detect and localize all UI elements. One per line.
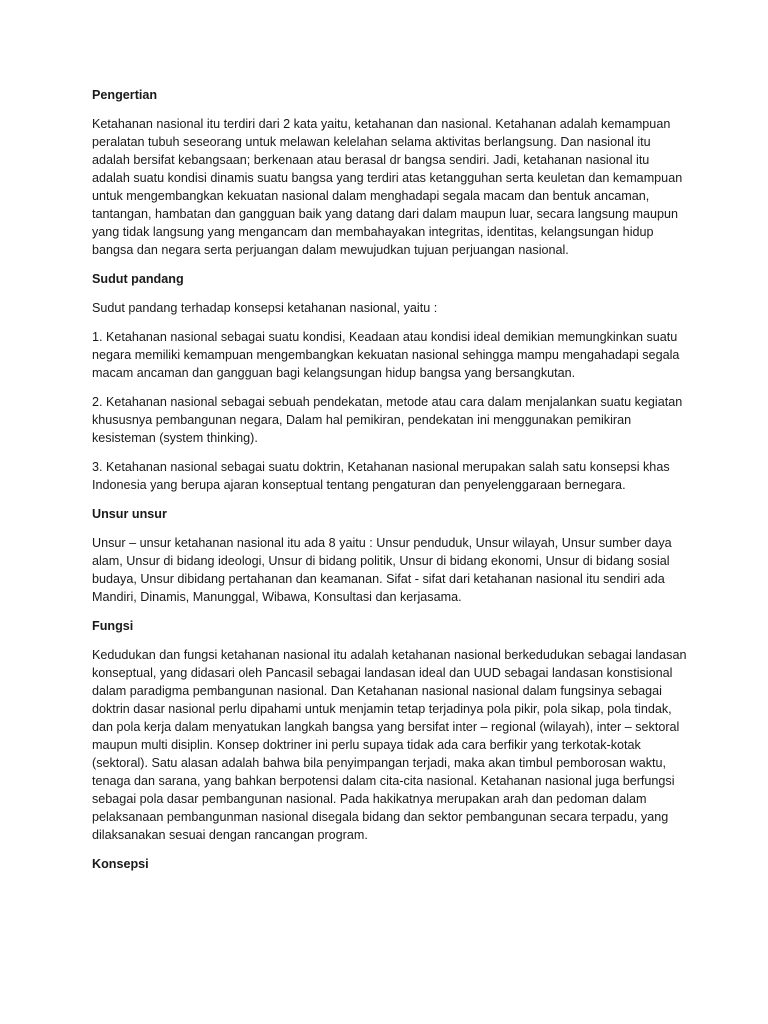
paragraph-sudut-pandang-2: 2. Ketahanan nasional sebagai sebuah pendekatan, metode atau cara dalam menjalankan suatu kegiatan khususnya pembangunan negara, Dalam hal pemikiran, pendekatan ini menggunakan pemikiran kesisteman (system thinking). (92, 395, 683, 445)
paragraph-sudut-pandang-1: 1. Ketahanan nasional sebagai suatu kondisi, Keadaan atau kondisi ideal demikian memungkinkan suatu negara memiliki kemampuan mengembangkan kekuatan nasional sehingga mampu mengahadapi segala macam ancaman dan gangguan bagi kelangsungan hidup bangsa yang bersangkutan. (92, 330, 680, 380)
section-heading-pengertian: Pengertian (92, 88, 158, 102)
paragraph-sudut-pandang-3: 3. Ketahanan nasional sebagai suatu doktrin, Ketahanan nasional merupakan salah satu konsepsi khas Indonesia yang berupa ajaran konseptual tentang pengaturan dan penyelenggaraan bernegara. (92, 460, 670, 492)
section-heading-sudut-pandang: Sudut pandang (92, 272, 184, 286)
section-heading-fungsi: Fungsi (92, 619, 134, 633)
section-heading-unsur: Unsur unsur (92, 507, 167, 521)
paragraph-fungsi: Kedudukan dan fungsi ketahanan nasional itu adalah ketahanan nasional berkedudukan sebagai landasan konseptual, yang didasari oleh Pancasil sebagai landasan ideal dan UUD sebagai landasan konstisional dalam paradigma pembangunan nasional. Dan Ketahanan nasional nasional dalam fungsinya sebagai doktrin dasar nasional perlu dipahami untuk menjamin tetap terjadinya pola pikir, pola sikap, pola tindak, dan pola kerja dalam menyatukan langkah bangsa yang bersifat inter – regional (wilayah), inter – sektoral maupun multi disiplin. Konsep doktriner ini perlu supaya tidak ada cara berfikir yang terkotak-kotak (sektoral). Satu alasan adalah bahwa bila penyimpangan terjadi, maka akan timbul pemborosan waktu, tenaga dan sarana, yang bahkan berpotensi dalam cita-cita nasional. Ketahanan nasional juga berfungsi sebagai pola dasar pembangunan nasional. Pada hakikatnya merupakan arah dan pedoman dalam pelaksanaan pembangunman nasional disegala bidang dan sektor pembangunan secara terpadu, yang dilaksanakan sesuai dengan rancangan program. (92, 648, 687, 842)
paragraph-pengertian: Ketahanan nasional itu terdiri dari 2 kata yaitu, ketahanan dan nasional. Ketahanan adalah kemampuan peralatan tubuh seseorang untuk melawan kelelahan selama aktivitas berlangsung. Dan nasional itu adalah bersifat kebangsaan; berkenaan atau berasal dr bangsa sendiri. Jadi, ketahanan nasional itu adalah suatu kondisi dinamis suatu bangsa yang terdiri atas ketangguhan serta keuletan dan kemampuan untuk mengembangkan kekuatan nasional dalam menghadapi segala macam dan bentuk ancaman, tantangan, hambatan dan gangguan baik yang datang dari dalam maupun luar, secara langsung maupun yang tidak langsung yang mengancam dan membahayakan integritas, identitas, kelangsungan hidup bangsa dan negara serta perjuangan dalam mewujudkan tujuan perjuangan nasional. (92, 117, 683, 257)
paragraph-unsur: Unsur – unsur ketahanan nasional itu ada 8 yaitu : Unsur penduduk, Unsur wilayah, Unsur sumber daya alam, Unsur di bidang ideologi, Unsur di bidang politik, Unsur di bidang ekonomi, Unsur di bidang sosial budaya, Unsur dibidang pertahanan dan keamanan. Sifat - sifat dari ketahanan nasional itu sendiri ada Mandiri, Dinamis, Manunggal, Wibawa, Konsultasi dan kerjasama. (92, 536, 672, 604)
paragraph-sudut-pandang-intro: Sudut pandang terhadap konsepsi ketahanan nasional, yaitu : (92, 301, 438, 315)
section-heading-konsepsi: Konsepsi (92, 857, 149, 871)
document-page (92, 86, 688, 884)
